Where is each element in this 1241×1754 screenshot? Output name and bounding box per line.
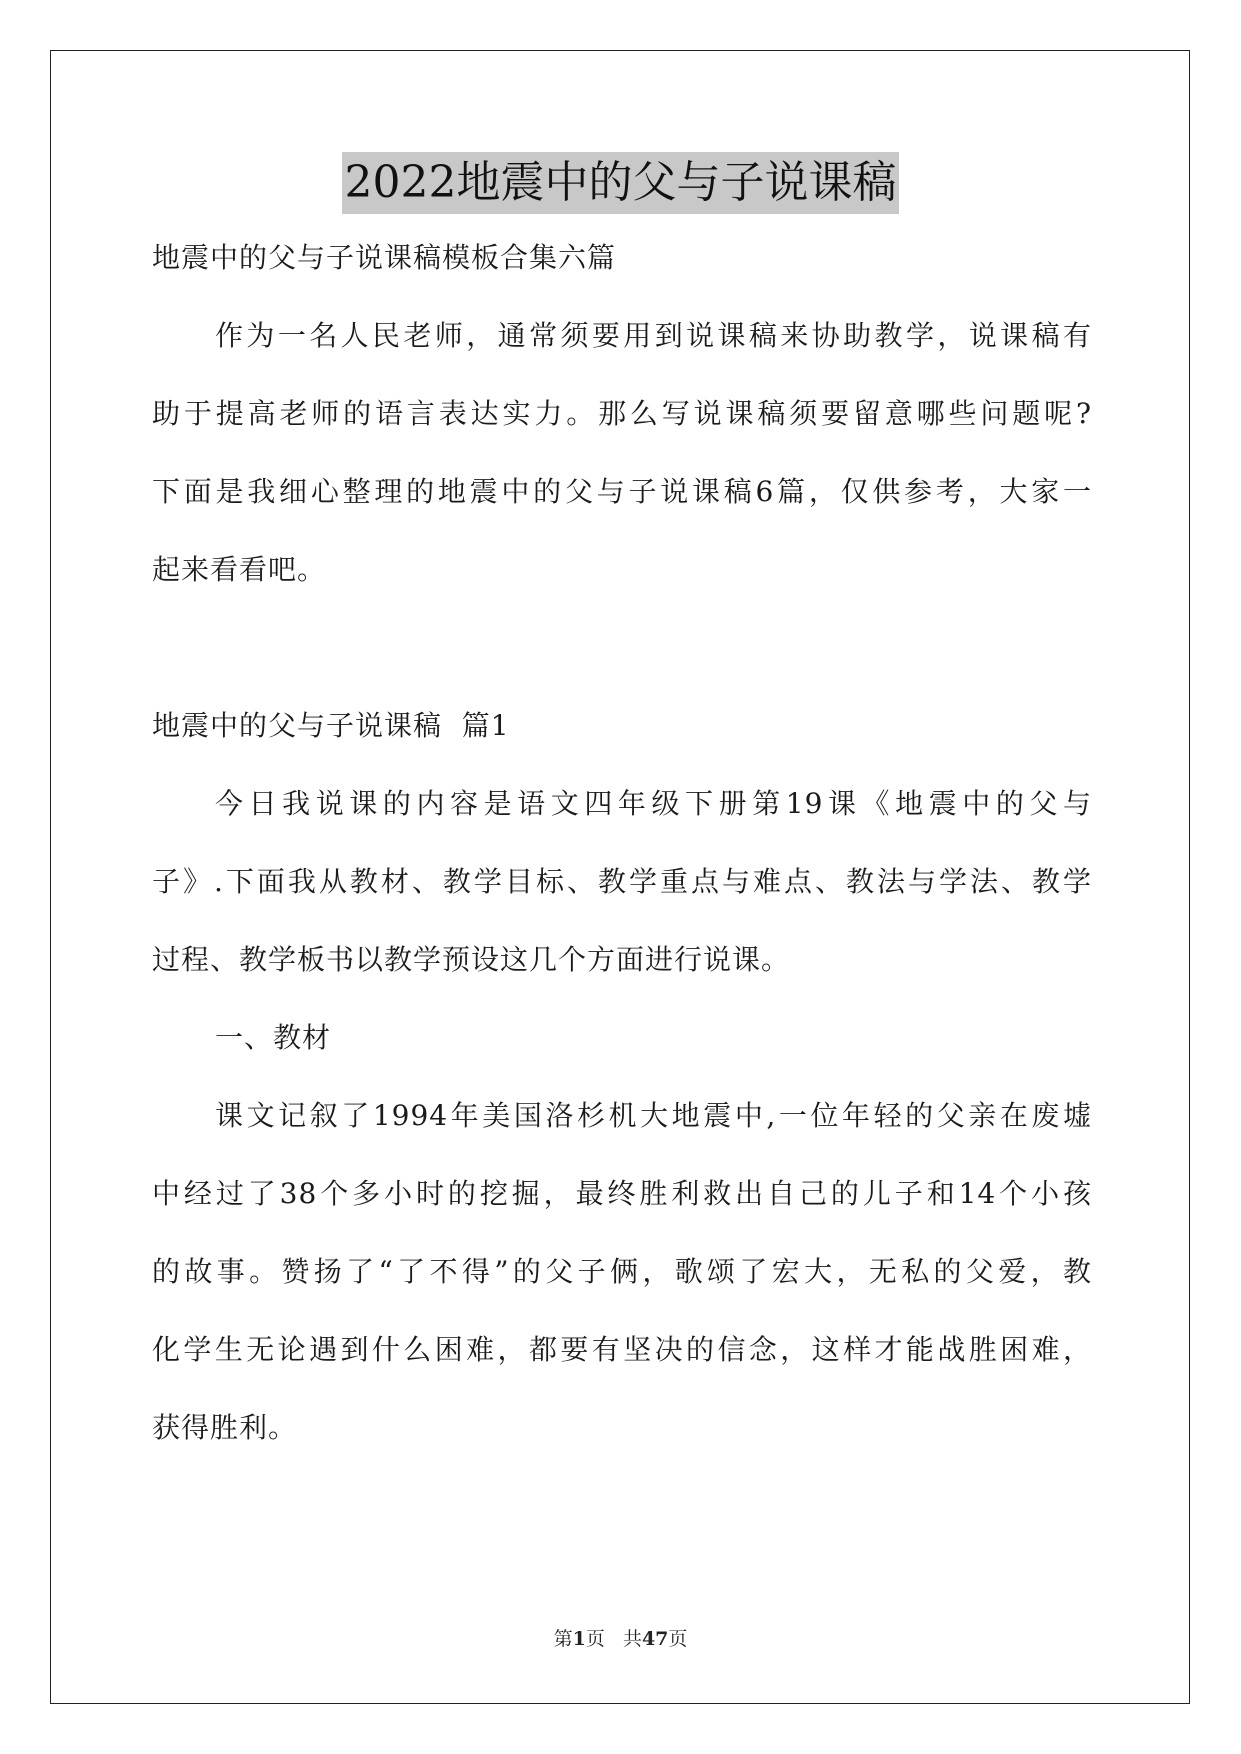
textbook-para-line-3: 的故事。赞扬了“了不得”的父子俩，歌颂了宏大，无私的父爱，教: [152, 1255, 1092, 1288]
textbook-para-line-5: 获得胜利。: [152, 1411, 298, 1444]
title-wrap: [0, 152, 1241, 214]
footer-page-mid: 页 共: [585, 1628, 642, 1650]
document-subtitle: 地震中的父与子说课稿模板合集六篇: [152, 241, 617, 274]
intro-line-2: 助于提高老师的语言表达实力。那么写说课稿须要留意哪些问题呢?: [152, 397, 1092, 430]
subheading-textbook: 一、教材: [215, 1021, 332, 1054]
section-para-line-1: 今日我说课的内容是语文四年级下册第19课《地震中的父与: [215, 787, 1092, 820]
footer-page-total: 47: [641, 1628, 669, 1650]
footer-page-current: 1: [572, 1628, 586, 1650]
section-para-line-3: 过程、教学板书以教学预设这几个方面进行说课。: [152, 943, 791, 976]
section-para-line-2: 子》.下面我从教材、教学目标、教学重点与难点、教法与学法、教学: [152, 865, 1092, 898]
intro-line-1: 作为一名人民老师，通常须要用到说课稿来协助教学，说课稿有: [215, 319, 1092, 352]
document-title: 2022地震中的父与子说课稿: [342, 152, 900, 214]
textbook-para-line-2: 中经过了38个多小时的挖掘，最终胜利救出自己的儿子和14个小孩: [152, 1177, 1092, 1210]
intro-line-3: 下面是我细心整理的地震中的父与子说课稿6篇，仅供参考，大家一: [152, 475, 1092, 508]
section-heading: 地震中的父与子说课稿 篇1: [152, 709, 510, 742]
intro-line-4: 起来看看吧。: [152, 553, 327, 586]
page-footer: [0, 1624, 1241, 1651]
footer-page-prefix: 第: [553, 1628, 573, 1650]
blank-line: [152, 620, 1092, 698]
document-body: [152, 230, 1092, 1478]
textbook-para-line-4: 化学生无论遇到什么困难，都要有坚决的信念，这样才能战胜困难，: [152, 1333, 1092, 1366]
footer-page-suffix: 页: [668, 1628, 688, 1650]
textbook-para-line-1: 课文记叙了1994年美国洛杉机大地震中,一位年轻的父亲在废墟: [215, 1099, 1092, 1132]
